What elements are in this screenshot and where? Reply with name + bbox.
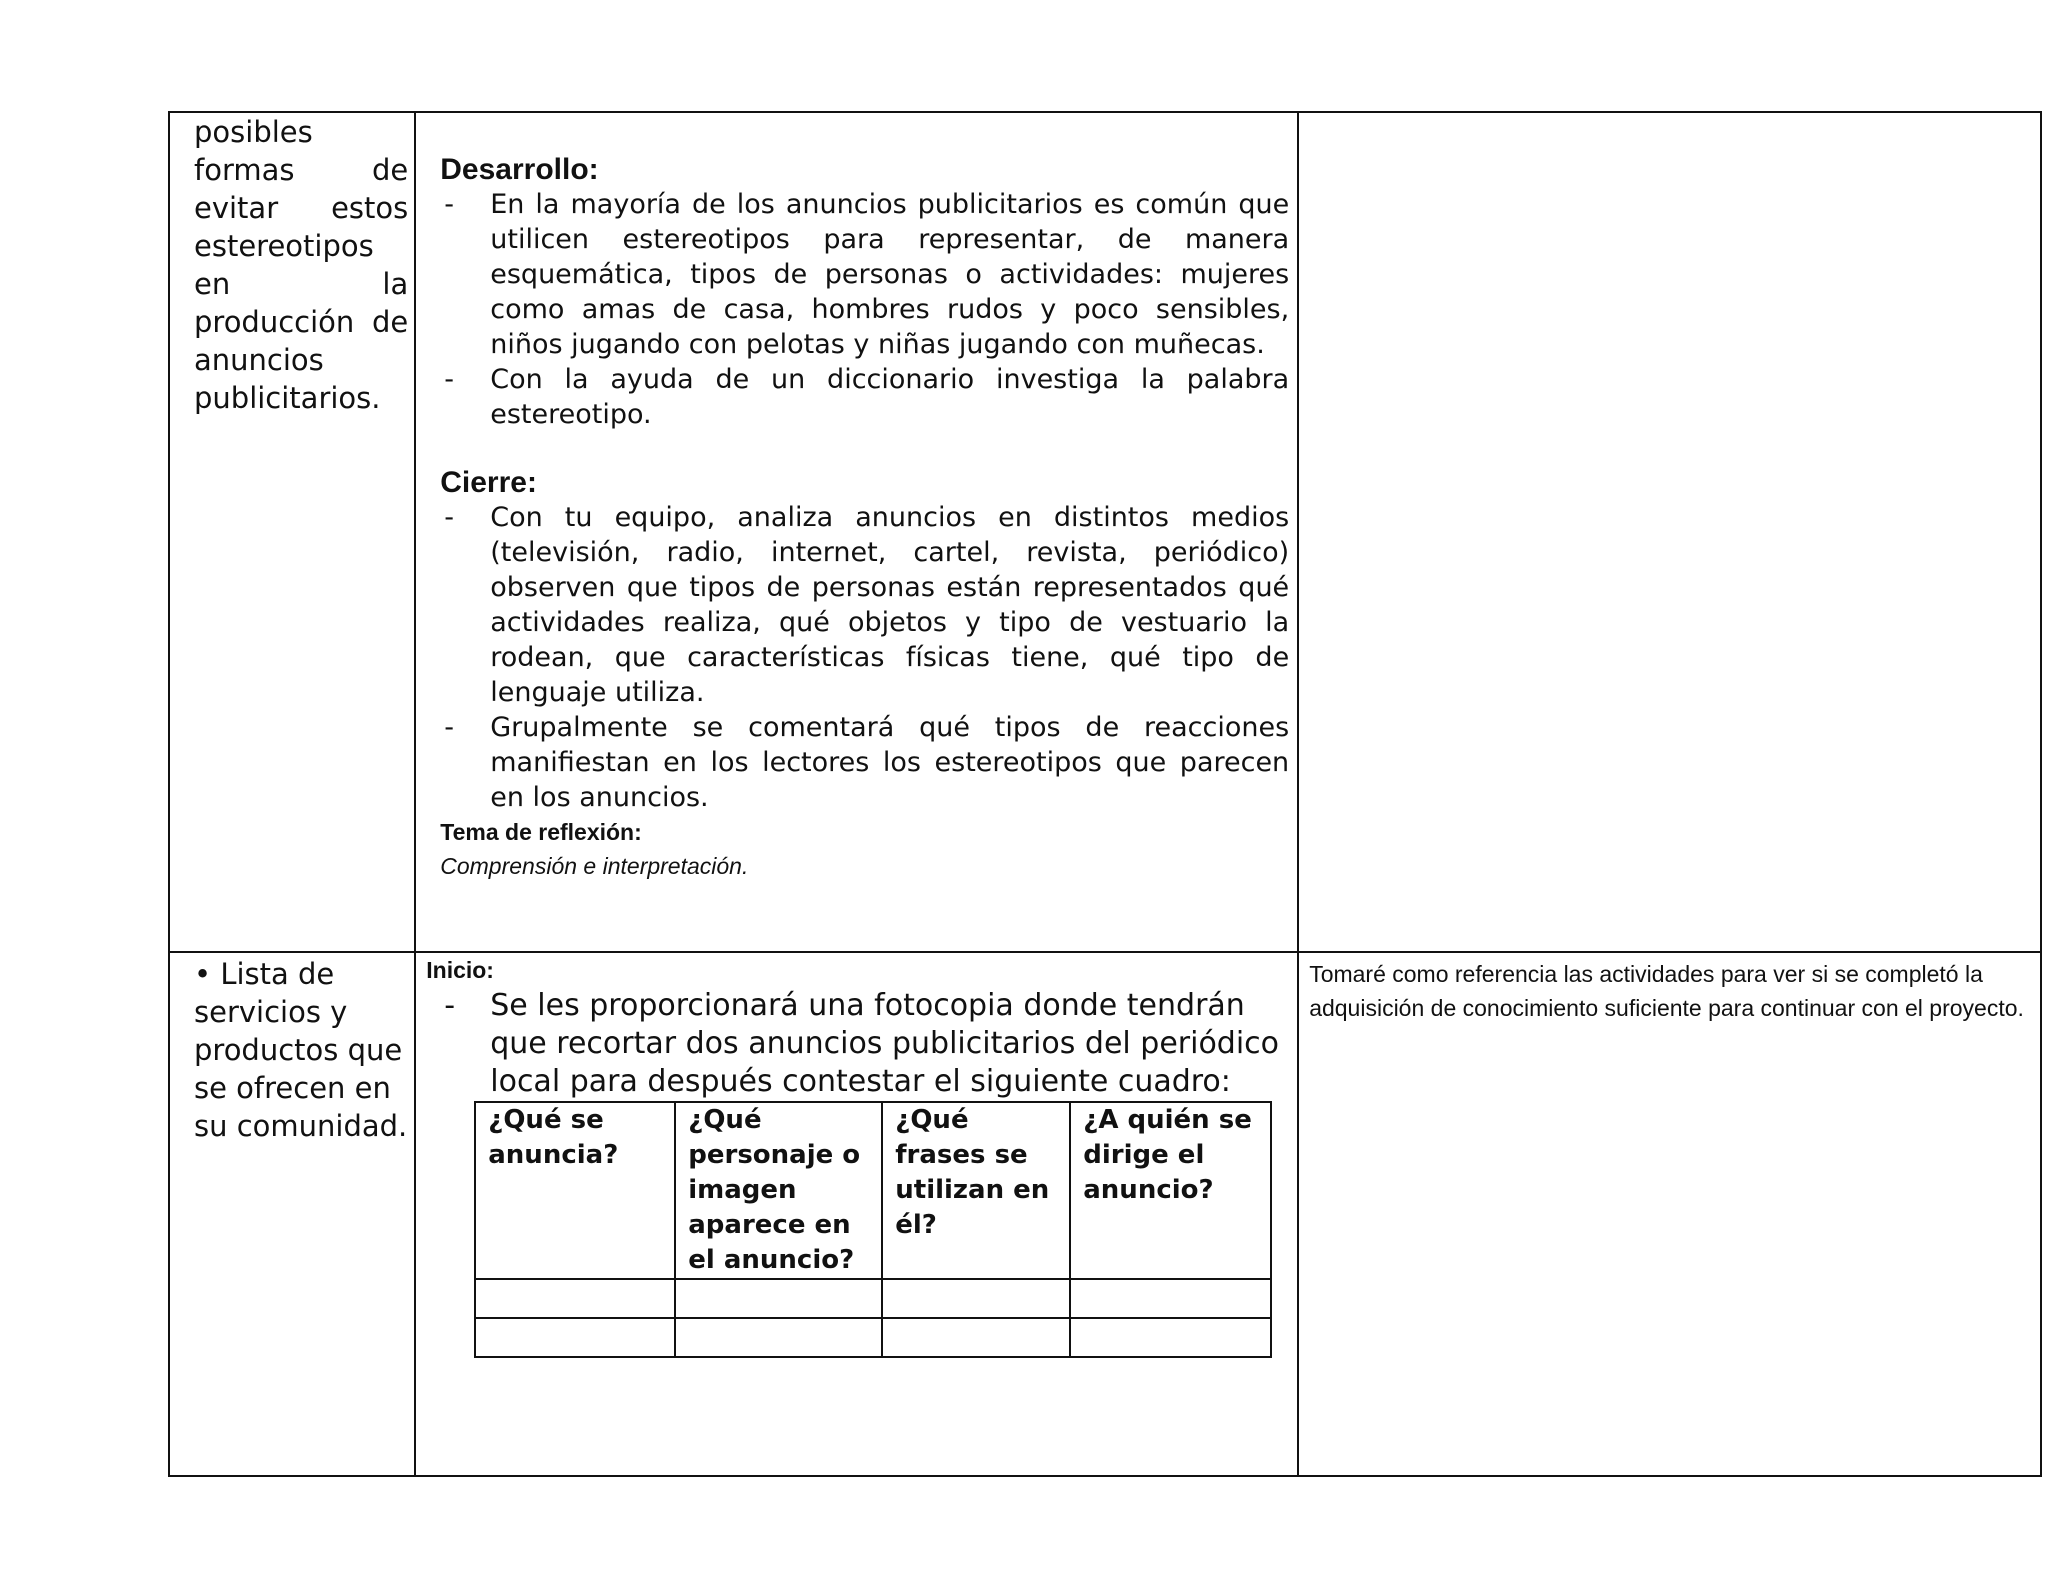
table-row [169, 112, 2041, 952]
activities-cell [415, 952, 1298, 1476]
header-cell: ¿A quién se dirige el anuncio? [1070, 1102, 1271, 1279]
cierre-list [440, 500, 1289, 815]
list-item: - Con la ayuda de un diccionario investiga la palabra estereotipo. [444, 364, 1290, 430]
list-item: - Con tu equipo, analiza anuncios en distintos medios (televisión, radio, internet, cartel, revista, periódico) observen que tipos de personas están representados qué actividades realiza, qué objetos y tipo de vestuario la rodean, que características físicas tiene, qué tipo de lenguaje utiliza. [444, 502, 1290, 708]
tema-label: Tema de reflexión: [440, 819, 642, 845]
desarrollo-heading: Desarrollo: [440, 153, 599, 186]
list-item: - Grupalmente se comentará qué tipos de reacciones manifiestan en los lectores los estereotipos que parecen en los anuncios. [444, 712, 1290, 813]
evaluation-cell [1298, 952, 2041, 1476]
objective-text: • Lista de servicios y productos que se ofrecen en su comunidad. [194, 957, 408, 1143]
inicio-list [426, 987, 1289, 1101]
empty-cell[interactable] [675, 1318, 882, 1357]
tema-value: Comprensión e interpretación. [440, 853, 749, 879]
desarrollo-list [440, 187, 1289, 432]
empty-cell[interactable] [882, 1318, 1070, 1357]
header-cell: ¿Qué se anuncia? [475, 1102, 675, 1279]
table-row [475, 1318, 1271, 1357]
table-header-row [475, 1102, 1271, 1279]
objective-cell [169, 952, 415, 1476]
cierre-heading: Cierre: [440, 466, 537, 499]
evaluation-text [1299, 113, 2040, 117]
empty-cell[interactable] [882, 1279, 1070, 1318]
list-item: - En la mayoría de los anuncios publicitarios es común que utilicen estereotipos para representar, de manera esquemática, tipos de personas o actividades: mujeres como amas de casa, hombres rudos y poco sensibles, niños jugando con pelotas y niñas jugando con muñecas. [444, 189, 1290, 360]
header-cell: ¿Qué personaje o imagen aparece en el anuncio? [675, 1102, 882, 1279]
lesson-plan-table [168, 111, 2042, 1477]
header-cell: ¿Qué frases se utilizan en él? [882, 1102, 1070, 1279]
table-row [169, 952, 2041, 1476]
evaluation-text: Tomaré como referencia las actividades para ver si se completó la adquisición de conocimiento suficiente para continuar con el proyecto. [1309, 961, 2024, 1021]
ad-analysis-table [474, 1101, 1272, 1358]
empty-cell[interactable] [1070, 1318, 1271, 1357]
inicio-heading: Inicio: [426, 957, 494, 983]
empty-cell[interactable] [675, 1279, 882, 1318]
table-row [475, 1279, 1271, 1318]
list-item: - Se les proporcionará una fotocopia donde tendrán que recortar dos anuncios publicitarios del periódico local para después contestar el siguiente cuadro: [444, 988, 1280, 1099]
objective-text: posibles formas de evitar estos estereotipos en la producción de anuncios publicitarios. [194, 115, 409, 415]
objective-cell [169, 112, 415, 952]
empty-cell[interactable] [1070, 1279, 1271, 1318]
evaluation-cell [1298, 112, 2041, 952]
activities-cell [415, 112, 1298, 952]
empty-cell[interactable] [475, 1318, 675, 1357]
empty-cell[interactable] [475, 1279, 675, 1318]
